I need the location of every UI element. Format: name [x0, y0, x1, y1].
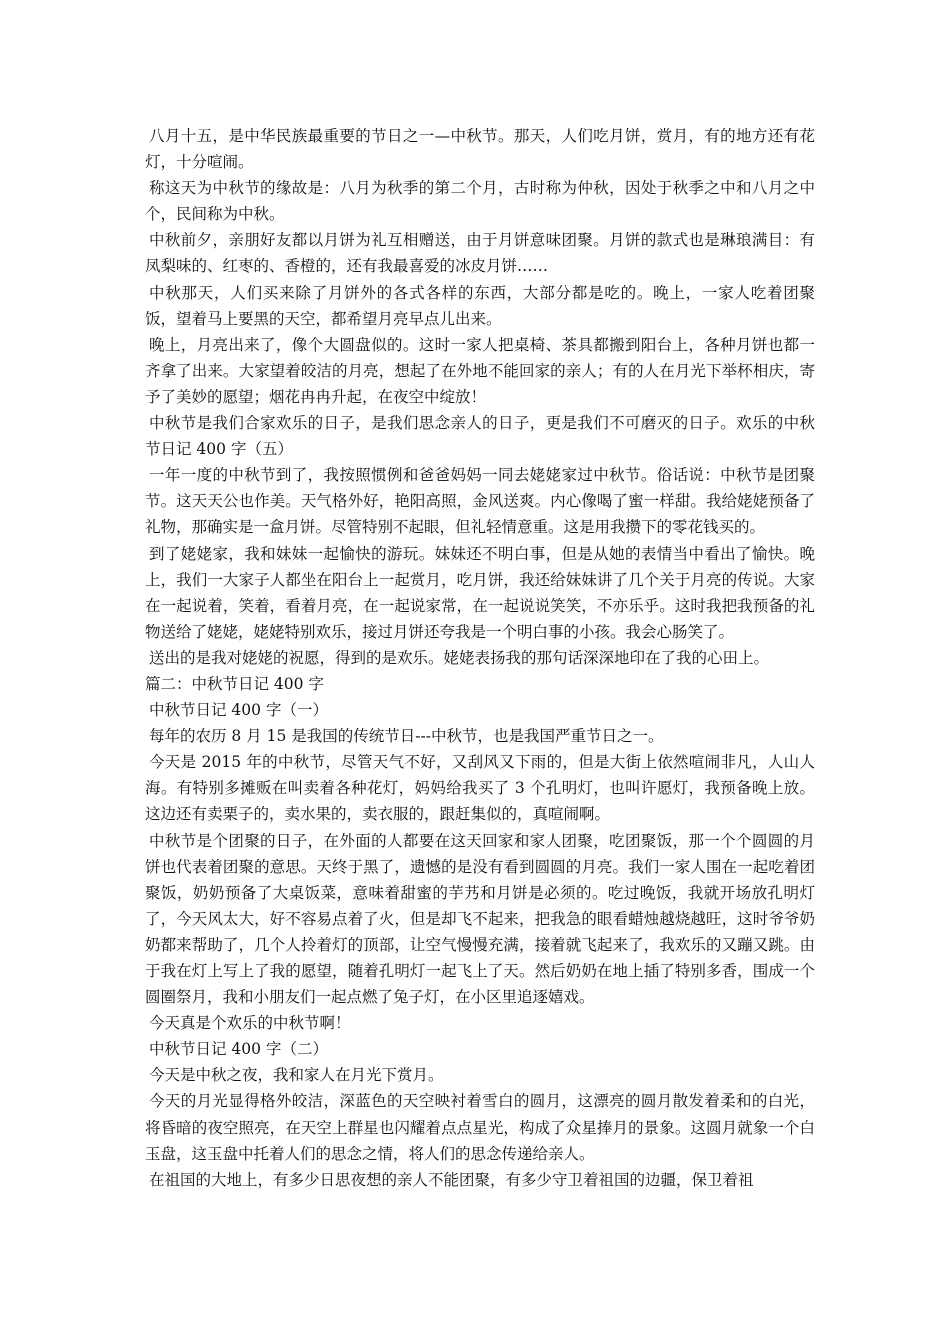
- paragraph-7: 一年一度的中秋节到了，我按照惯例和爸爸妈妈一同去姥姥家过中秋节。俗话说：中秋节是团聚节。这天天公也作美。天气格外好，艳阳高照，金风送爽。内心像喝了蜜一样甜。我给姥姥预备了礼物，那确实是一盒月饼。尽管特别不起眼，但礼轻情意重。这是用我攒下的零花钱买的。: [145, 466, 815, 537]
- subheading-1: 中秋节日记 400 字（一）: [149, 701, 328, 720]
- paragraph-9: 送出的是我对姥姥的祝愿，得到的是欢乐。姥姥表扬我的那句话深深地印在了我的心田上。: [149, 648, 770, 667]
- paragraph-14: 今天是中秋之夜，我和家人在月光下赏月。: [149, 1066, 444, 1085]
- paragraph-8: 到了姥姥家，我和妹妹一起愉快的游玩。妹妹还不明白事，但是从她的表情当中看出了愉快。晚上，我们一大家子人都坐在阳台上一起赏月，吃月饼，我还给妹妹讲了几个关于月亮的传说。大家在一起说着，笑着，看着月亮，在一起说家常，在一起说说笑笑，不亦乐乎。这时我把我预备的礼物送给了姥姥，姥姥特别欢乐，接过月饼还夸我是一个明白事的小孩。我会心肠笑了。: [145, 544, 815, 641]
- paragraph-11: 今天是 2015 年的中秋节，尽管天气不好，又刮风又下雨的，但是大街上依然喧闹非凡，人山人海。有特别多摊贩在叫卖着各种花灯，妈妈给我买了 3 个孔明灯，也叫许愿灯，我预备晚上放。这边还有卖栗子的，卖水果的，卖衣服的，跟赶集似的，真喧闹啊。: [145, 753, 815, 824]
- paragraph-6: 中秋节是我们合家欢乐的日子，是我们思念亲人的日子，更是我们不可磨灭的日子。欢乐的中秋节日记 400 字（五）: [145, 414, 815, 459]
- paragraph-15: 今天的月光显得格外皎洁，深蓝色的天空映衬着雪白的圆月，这漂亮的圆月散发着柔和的白光，将昏暗的夜空照亮，在天空上群星也闪耀着点点星光，构成了众星捧月的景象。这圆月就象一个白玉盘，这玉盘中托着人们的思念之情，将人们的思念传递给亲人。: [145, 1092, 815, 1163]
- paragraph-5: 晚上，月亮出来了，像个大圆盘似的。这时一家人把桌椅、茶具都搬到阳台上，各种月饼也都一齐拿了出来。大家望着皎洁的月亮，想起了在外地不能回家的亲人；有的人在月光下举杯相庆，寄予了美妙的愿望；烟花冉冉升起，在夜空中绽放！: [145, 335, 815, 406]
- paragraph-13: 今天真是个欢乐的中秋节啊！: [149, 1014, 351, 1033]
- subheading-2: 中秋节日记 400 字（二）: [149, 1040, 328, 1059]
- paragraph-3: 中秋前夕，亲朋好友都以月饼为礼互相赠送，由于月饼意味团聚。月饼的款式也是琳琅满目：有凤梨味的、红枣的、香橙的，还有我最喜爱的冰皮月饼……: [145, 231, 815, 276]
- paragraph-16: 在祖国的大地上，有多少日思夜想的亲人不能团聚，有多少守卫着祖国的边疆，保卫着祖: [149, 1170, 754, 1189]
- paragraph-10: 每年的农历 8 月 15 是我国的传统节日---中秋节，也是我国严重节日之一。: [149, 727, 664, 746]
- section-heading: 篇二：中秋节日记 400 字: [145, 674, 324, 693]
- document-page: [145, 123, 815, 1193]
- paragraph-2: 称这天为中秋节的缘故是：八月为秋季的第二个月，古时称为仲秋，因处于秋季之中和八月之中个，民间称为中秋。: [145, 179, 815, 224]
- paragraph-12: 中秋节是个团聚的日子，在外面的人都要在这天回家和家人团聚，吃团聚饭，那一个个圆圆的月饼也代表着团聚的意思。天终于黑了，遗憾的是没有看到圆圆的月亮。我们一家人围在一起吃着团聚饭，奶奶预备了大桌饭菜，意味着甜蜜的芋艿和月饼是必须的。吃过晚饭，我就开场放孔明灯了，今天风太大，好不容易点着了火，但是却飞不起来，把我急的眼看蜡烛越烧越旺，这时爷爷奶奶都来帮助了，几个人拎着灯的顶部，让空气慢慢充满，接着就飞起来了，我欢乐的又蹦又跳。由于我在灯上写上了我的愿望，随着孔明灯一起飞上了天。然后奶奶在地上插了特别多香，围成一个圆圈祭月，我和小朋友们一起点燃了兔子灯，在小区里追逐嬉戏。: [145, 831, 815, 1007]
- paragraph-4: 中秋那天，人们买来除了月饼外的各式各样的东西，大部分都是吃的。晚上，一家人吃着团聚饭，望着马上要黑的天空，都希望月亮早点儿出来。: [145, 283, 815, 328]
- paragraph-1: 八月十五，是中华民族最重要的节日之一—中秋节。那天，人们吃月饼，赏月，有的地方还有花灯，十分喧闹。: [145, 127, 815, 172]
